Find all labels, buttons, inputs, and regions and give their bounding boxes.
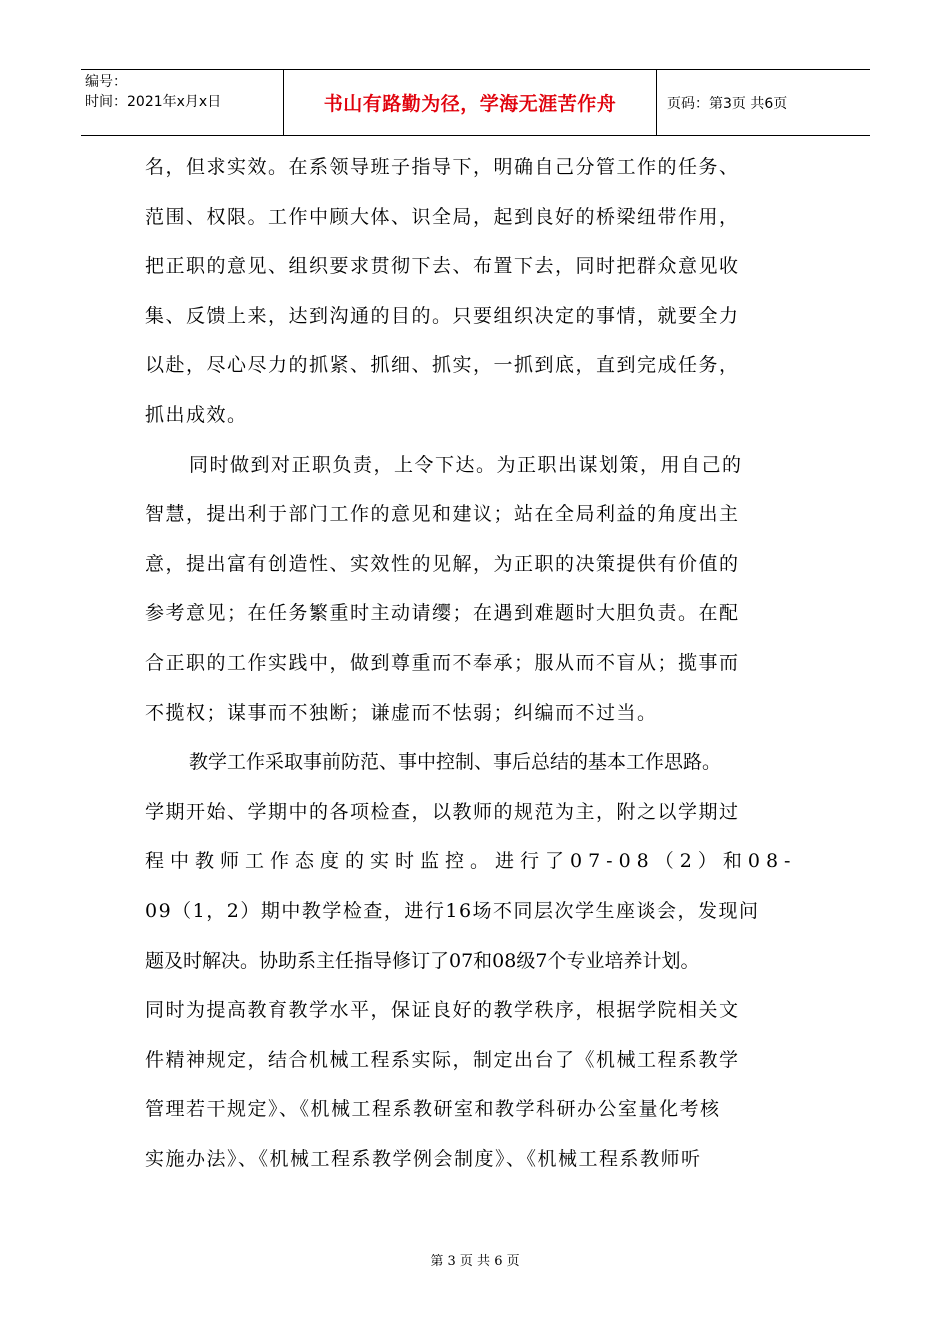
paragraph-first-line: 教学工作采取事前防范、事中控制、事后总结的基本工作思路。: [189, 751, 722, 774]
body-line: 名，但求实效。在系领导班子指导下，明确自己分管工作的任务、: [145, 156, 740, 178]
body-line: 合正职的工作实践中，做到尊重而不奉承；服从而不盲从；揽事而: [145, 651, 740, 674]
body-line: 学期开始、学期中的各项检查，以教师的规范为主，附之以学期过: [145, 800, 740, 823]
header-page-info: 页码：第3页 共6页: [667, 95, 788, 112]
body-line: 以赴，尽心尽力的抓紧、抓细、抓实，一抓到底，直到完成任务，: [145, 354, 740, 377]
body-line: 实施办法》、《机械工程系教学例会制度》、《机械工程系教师听: [145, 1147, 702, 1170]
body-line: 集、反馈上来，达到沟通的目的。只要组织决定的事情，就要全力: [145, 304, 740, 327]
body-line: 参考意见；在任务繁重时主动请缨；在遇到难题时大胆负责。在配: [145, 602, 740, 625]
paragraph-first-line: 同时做到对正职负责，上令下达。为正职出谋划策，用自己的: [189, 453, 743, 476]
page-footer: 第 3 页 共 6 页: [430, 1254, 520, 1269]
body-line: 智慧，提出利于部门工作的意见和建议；站在全局利益的角度出主: [145, 503, 740, 526]
body-line: 意，提出富有创造性、实效性的见解，为正职的决策提供有价值的: [145, 552, 740, 575]
body-line: 不揽权；谋事而不独断；谦虚而不怯弱；纠编而不过当。: [145, 701, 658, 724]
header-motto: 书山有路勤为径，学海无涯苦作舟: [323, 93, 617, 115]
body-line: 题及时解决。协助系主任指导修订了07和08级7个专业培养计划。: [145, 949, 700, 972]
body-line: 把正职的意见、组织要求贯彻下去、布置下去，同时把群众意见收: [145, 255, 740, 278]
body-line: 件精神规定，结合机械工程系实际，制定出台了《机械工程系教学: [145, 1048, 740, 1071]
document-body: [145, 143, 810, 1184]
body-line: 抓出成效。: [145, 403, 248, 426]
header-motto-cell: [283, 70, 657, 135]
document-number-label: 编号：: [85, 74, 127, 90]
body-line: 同时为提高教育教学水平，保证良好的教学秩序，根据学院相关文: [145, 999, 740, 1022]
header-meta: [81, 70, 282, 135]
body-line: 管理若干规定》、《机械工程系教研室和教学科研办公室量化考核: [145, 1098, 721, 1121]
body-line: 范围、权限。工作中顾大体、识全局，起到良好的桥梁纽带作用，: [145, 205, 740, 228]
document-time-label: 时间：2021年x月x日: [85, 94, 222, 110]
body-line: 09（1，2）期中教学检查，进行16场不同层次学生座谈会，发现问: [145, 899, 760, 922]
body-line: 程中教师工作态度的实时监控。进行了07-08（2）和08-: [145, 850, 797, 873]
page-header: [81, 69, 870, 136]
